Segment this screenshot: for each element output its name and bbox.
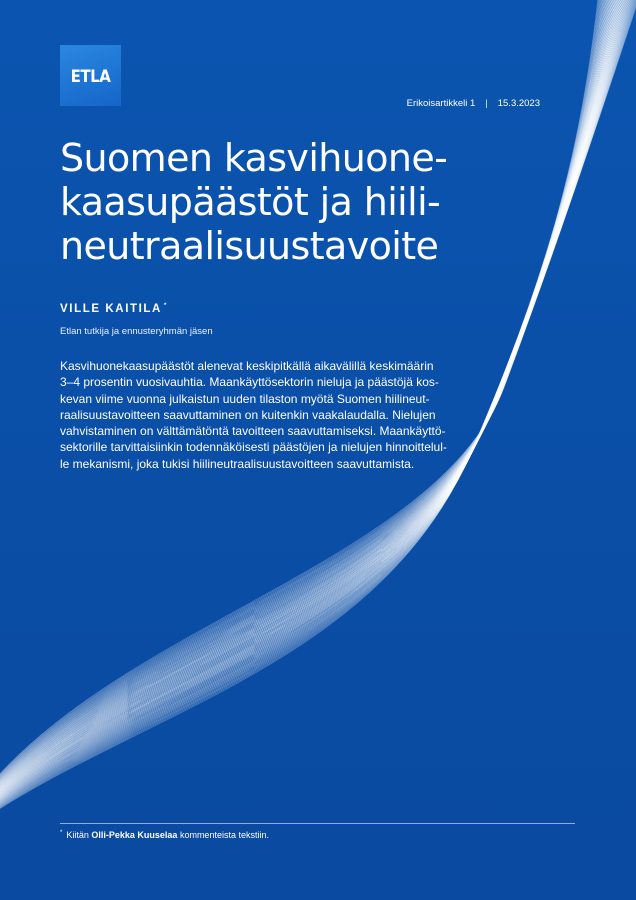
abstract-line: kevan viime vuonna julkaistun uuden tilaston myötä Suomen hiilineut- — [60, 391, 430, 406]
abstract-line: le mekanismi, joka tukisi hiilineutraalisuustavoitteen saavuttamista. — [60, 456, 415, 471]
logo-text: ETLA — [70, 65, 111, 86]
title-line: Suomen kasvihuone- — [60, 136, 448, 180]
footnote-text-after: kommenteista tekstiin. — [179, 830, 269, 840]
abstract — [60, 358, 508, 472]
abstract-line: raalisuustavoitteen saavuttaminen on kuitenkin vaakalaudalla. Nielujen — [60, 407, 436, 422]
publication-meta — [407, 98, 540, 109]
title-line: neutraalisuustavoite — [60, 224, 439, 268]
footnote-divider — [60, 823, 575, 824]
publication-date: 15.3.2023 — [497, 98, 540, 109]
author-footnote-marker: * — [163, 303, 167, 309]
author-affiliation: Etlan tutkija ja ennusteryhmän jäsen — [60, 326, 213, 337]
abstract-line: Kasvihuonekaasupäästöt alenevat keskipitkällä aikavälillä keskimäärin — [60, 359, 434, 373]
page-title — [60, 136, 530, 268]
abstract-line: sektorille tarvittaisiinkin todennäköisesti päästöjen ja nielujen hinnoittelul- — [60, 440, 447, 455]
author-name-text: VILLE KAITILA — [60, 303, 162, 315]
title-line: kaasupäästöt ja hiili- — [60, 180, 441, 224]
author-name — [60, 303, 166, 315]
meta-separator: | — [485, 98, 488, 109]
footnote-marker: * — [60, 830, 63, 836]
abstract-line: vahvistaminen on välttämätöntä tavoitteen saavuttamiseksi. Maankäyttö- — [60, 424, 446, 439]
footnote — [60, 830, 269, 840]
footnote-name: Olli-Pekka Kuuselaa — [91, 830, 178, 840]
etla-logo — [60, 45, 121, 106]
series-label: Erikoisartikkeli 1 — [406, 98, 476, 109]
abstract-line: 3–4 prosentin vuosivauhtia. Maankäyttösektorin nieluja ja päästöjä kos- — [60, 375, 439, 390]
footnote-text-before: Kiitän — [66, 830, 89, 840]
